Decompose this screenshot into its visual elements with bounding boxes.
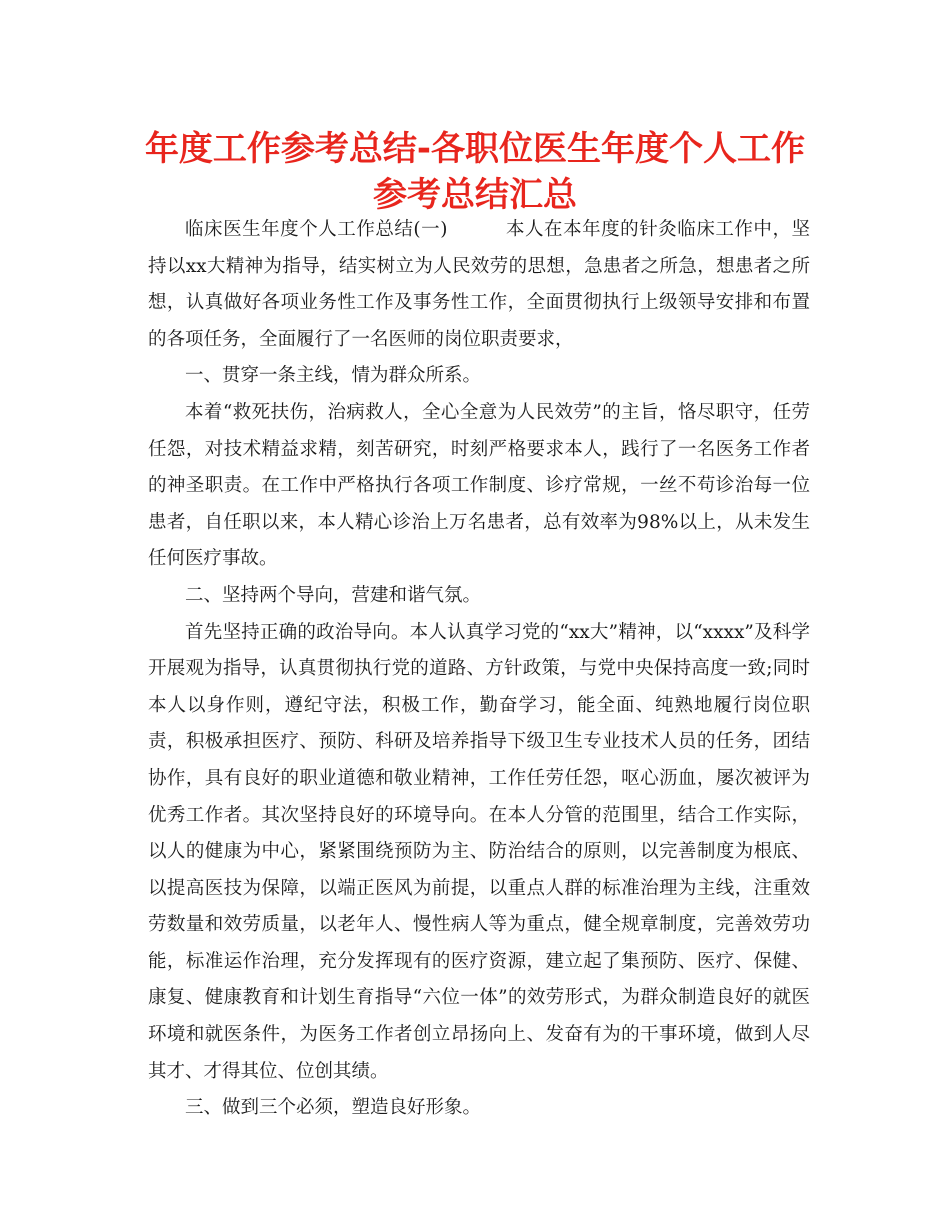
paragraph: 本着“救死扶伤，治病救人，全心全意为人民效劳”的主旨，恪尽职守，任劳任怨，对技术精益求精，刻苦研究，时刻严格要求本人，践行了一名医务工作者的神圣职责。在工作中严格执行各项工作制度、诊疗常规，一丝不苟诊治每一位患者，自任职以来，本人精心诊治上万名患者，总有效率为98%以上，从未发生任何医疗事故。 xyxy=(148,401,810,570)
document-title: 年度工作参考总结-各职位医生年度个人工作参考总结汇总 xyxy=(144,129,806,215)
section-heading: 临床医生年度个人工作总结(一) xyxy=(185,219,448,240)
paragraph-heading-1: 一、贯穿一条主线，情为群众所系。 xyxy=(185,365,482,387)
paragraph-intro xyxy=(148,212,810,358)
paragraph-heading-3: 三、做到三个必须，塑造良好形象。 xyxy=(185,1097,482,1119)
paragraph: 首先坚持正确的政治导向。本人认真学习党的“xx大”精神，以“xxxx”及科学开展观为指导，认真贯彻执行党的道路、方针政策，与党中央保持高度一致;同时本人以身作则，遵纪守法，积极工作，勤奋学习，能全面、纯熟地履行岗位职责，积极承担医疗、预防、科研及培养指导下级卫生专业技术人员的任务，团结协作，具有良好的职业道德和敬业精神，工作任劳任怨，呕心沥血，屡次被评为优秀工作者。其次坚持良好的环境导向。在本人分管的范围里，结合工作实际，以人的健康为中心，紧紧围绕预防为主、防治结合的原则，以完善制度为根底、以提高医技为保障，以端正医风为前提，以重点人群的标准治理为主线，注重效劳数量和效劳质量，以老年人、慢性病人等为重点，健全规章制度，完善效劳功能，标准运作治理，充分发挥现有的医疗资源，建立起了集预防、医疗、保健、康复、健康教育和计划生育指导“六位一体”的效劳形式，为群众制造良好的就医环境和就医条件，为医务工作者创立昂扬向上、发奋有为的干事环境，做到人尽其才、才得其位、位创其绩。 xyxy=(148,621,810,1082)
document-body xyxy=(148,212,810,1127)
paragraph-text: 本人在本年度的针灸临床工作中，坚持以xx大精神为指导，结实树立为人民效劳的思想，急患者之所急，想患者之所想，认真做好各项业务性工作及事务性工作，全面贯彻执行上级领导安排和布置的各项任务，全面履行了一名医师的岗位职责要求， xyxy=(148,219,810,350)
paragraph-heading-2: 二、坚持两个导向，营建和谐气氛。 xyxy=(185,584,482,606)
